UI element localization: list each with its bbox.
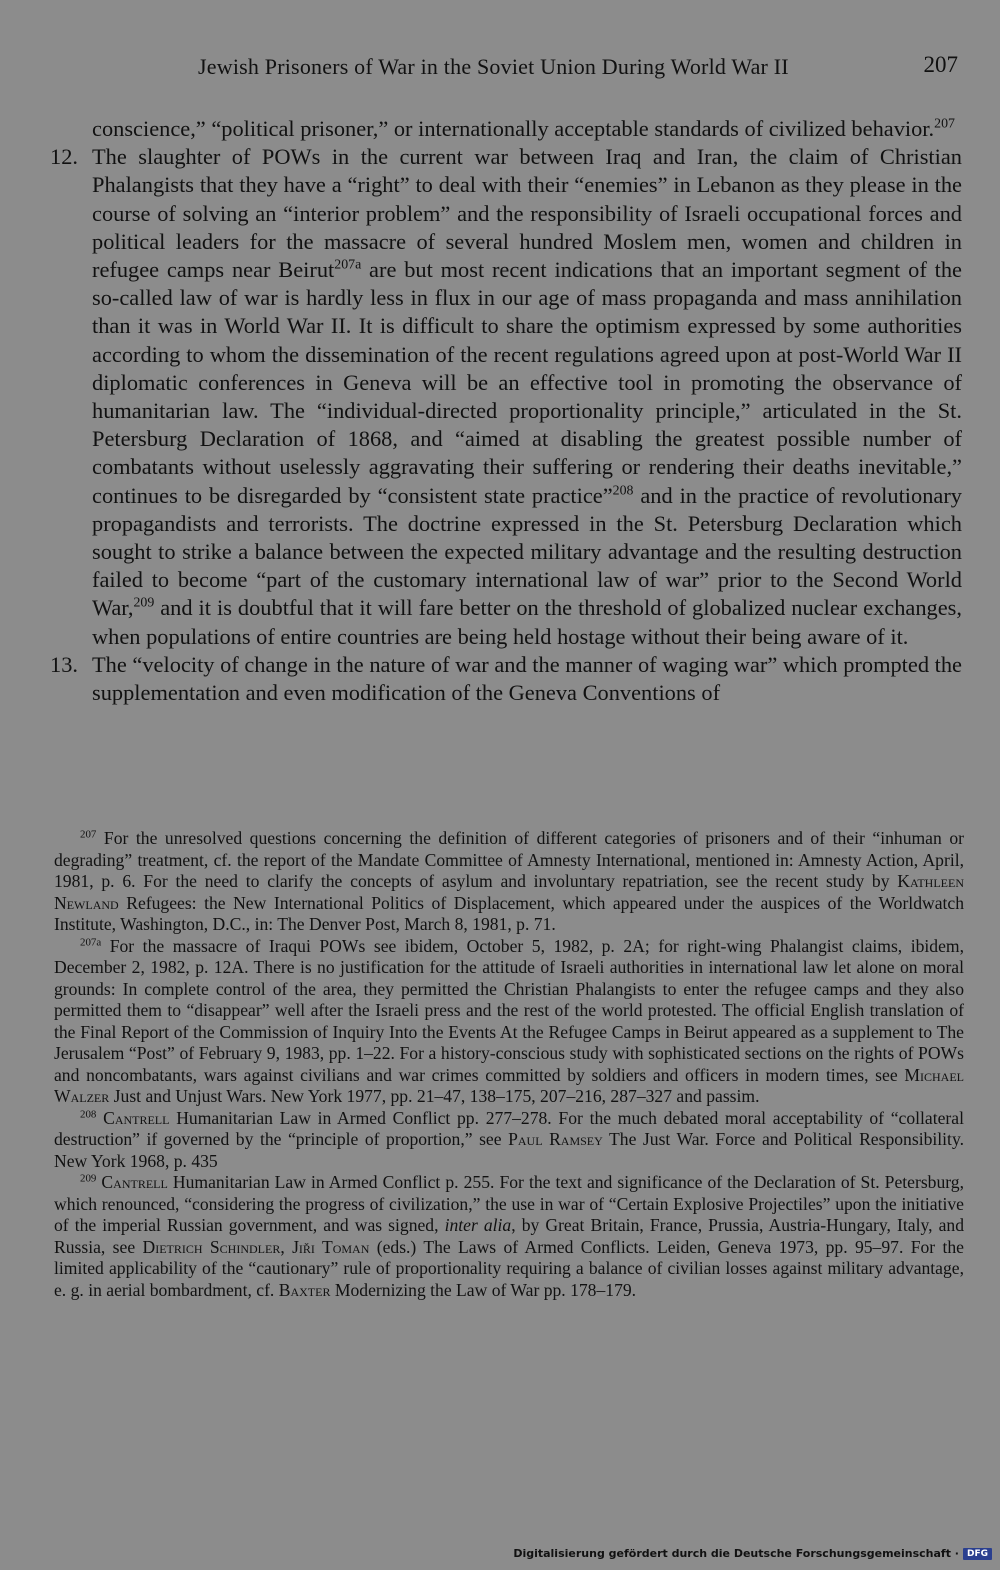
footnote-text: The Just War. Force and Political Responsibility. New York 1968, p. 435 <box>54 1129 964 1171</box>
author-name: Kathleen Newland <box>54 871 964 913</box>
footnote-text: Refugees: the New International Politics of Displacement, which appeared under the auspices of the Worldwatch Institute, Washington, D.C., in: The Denver Post, March 8, 1981, p. 71. <box>54 892 964 934</box>
page-number: 207 <box>923 52 958 77</box>
footnote-text: Humanitarian Law in Armed Conflict p. 255. For the text and significance of the Declaration of St. Petersburg, which renounced, “considering the progress of civilization,” the use in war of “Certain Explosive Projectiles” upon the initiative of the imperial Russian government, and was signed, <box>54 1172 964 1235</box>
author-name: Dietrich Schindler, Jiři Toman <box>142 1236 370 1257</box>
footnote-text: Just and Unjust Wars. New York 1977, pp. 21–47, 138–175, 207–216, 287–327 and passim. <box>109 1086 760 1106</box>
author-name: Paul Ramsey <box>508 1129 603 1149</box>
footnote-207 <box>54 828 964 936</box>
running-title: Jewish Prisoners of War in the Soviet Union During World War II <box>198 54 789 79</box>
latin-phrase: inter alia <box>444 1215 512 1235</box>
footnote-208 <box>54 1108 964 1173</box>
continuation-paragraph <box>92 115 962 143</box>
footnote-ref: 209 <box>133 595 155 611</box>
dfg-logo-icon: DFG <box>963 1548 992 1560</box>
footnote-209 <box>54 1172 964 1301</box>
paragraph-text: The “velocity of change in the nature of war and the manner of waging war” which prompted the supplementation and even modification of the Geneva Conventions of <box>92 651 962 706</box>
footnote-text: Humanitarian Law in Armed Conflict pp. 277–278. For the much debated moral acceptability of “collateral destruction” if governed by the “principle of proportion,” see <box>54 1107 964 1149</box>
author-name: Cantrell <box>101 1172 168 1192</box>
page-header <box>90 48 960 88</box>
paragraph-text: are but most recent indications that an important segment of the so-called law of war is hardly less in flux in our age of mass propaganda and mass annihilation than it was in World War II. It is difficult to share the optimism expressed by some authorities according to whom the dissemination of the recent regulations agreed upon at post-World War II diplomatic conferences in Geneva will be an effective tool in promoting the observance of humanitarian law. The “individual-directed proportionality principle,” articulated in the St. Petersburg Declaration of 1868, and “aimed at disabling the greatest possible number of combatants without uselessly aggravating their suffering or rendering their deaths inevitable,” continues to be disregarded by “consistent state practice” <box>92 257 962 508</box>
footnote-text: , by Great Britain, France, Prussia, Austria-Hungary, Italy, and Russia, see <box>54 1215 964 1257</box>
paragraph-text: and in the practice of revolutionary propagandists and terrorists. The doctrine expressed in the St. Petersburg Declaration which sought to strike a balance between the expected military advantage and the resulting destruction failed to become “part of the customary international law of war” prior to the Second World War, <box>92 482 962 621</box>
body-text <box>50 115 962 707</box>
footnote-text: For the massacre of Iraqui POWs see ibidem, October 5, 1982, p. 2A; for right-wing Phalangist claims, ibidem, December 2, 1982, p. 12A. There is no justification for the attitude of Israeli authorities in international law let alone on moral grounds: In complete control of the area, they permitted the Christian Phalangists to enter the refugee camps and they also permitted them to “disappear” well after the Israeli press and the rest of the world protested. The official English translation of the Final Report of the Commission of Inquiry Into the Events At the Refugee Camps in Beirut appeared as a supplement to The Jerusalem “Post” of February 9, 1983, pp. 1–22. For a history-conscious study with sophisticated sections on the rights of POWs and noncombatants, wars against civilians and war crimes committed by soldiers and officers in modern times, see <box>54 935 964 1085</box>
paragraph-12 <box>50 143 962 651</box>
footnote-207a <box>54 936 964 1108</box>
footnote-ref: 208 <box>612 483 634 499</box>
footnote-mark: 209 <box>80 1172 97 1185</box>
paragraph-number: 12. <box>50 144 78 170</box>
footnote-ref: 207 <box>934 116 955 132</box>
author-name: Baxter <box>278 1279 331 1300</box>
footnote-text: For the unresolved questions concerning the definition of different categories of prisoners and of their “inhuman or degrading” treatment, cf. the report of the Mandate Committee of Amnesty International, mentioned in: Amnesty Action, April, 1981, p. 6. For the need to clarify the concepts of asylum and involuntary repatriation, see the recent study by <box>54 828 964 891</box>
paragraph-13 <box>50 651 962 707</box>
credit-text: Digitalisierung gefördert durch die Deutsche Forschungsgemeinschaft · <box>513 1547 959 1560</box>
footnote-mark: 207a <box>80 935 102 948</box>
author-name: Cantrell <box>103 1107 170 1128</box>
footnote-text: (eds.) The Laws of Armed Conflicts. Leiden, Geneva 1973, pp. 95–97. For the limited applicability of the “cautionary” rule of proportionality requiring a balance of civilian losses against military advantage, e. g. in aerial bombardment, cf. <box>54 1236 964 1300</box>
paragraph-text: The slaughter of POWs in the current war between Iraq and Iran, the claim of Christian Phalangists that they have a “right” to deal with their “enemies” in Lebanon as they please in the course of solving an “interior problem” and the responsibility of Israeli occupational forces and political leaders for the massacre of several hundred Moslem men, women and children in refugee camps near Beirut <box>92 144 962 283</box>
footnote-ref: 207a <box>334 257 362 273</box>
continuation-text: conscience,” “political prisoner,” or internationally acceptable standards of civilized behavior. <box>92 116 935 141</box>
author-name: Michael Walzer <box>54 1064 964 1106</box>
paragraph-number: 13. <box>50 651 78 677</box>
paragraph-text: and it is doubtful that it will fare better on the threshold of globalized nuclear exchanges, when populations of entire countries are being held hostage without their being aware of it. <box>92 595 962 649</box>
footnotes <box>54 828 964 1301</box>
footnote-mark: 207 <box>80 828 97 841</box>
footnote-mark: 208 <box>80 1107 97 1120</box>
digitization-credit <box>513 1547 992 1560</box>
footnote-text: Modernizing the Law of War pp. 178–179. <box>330 1279 637 1300</box>
